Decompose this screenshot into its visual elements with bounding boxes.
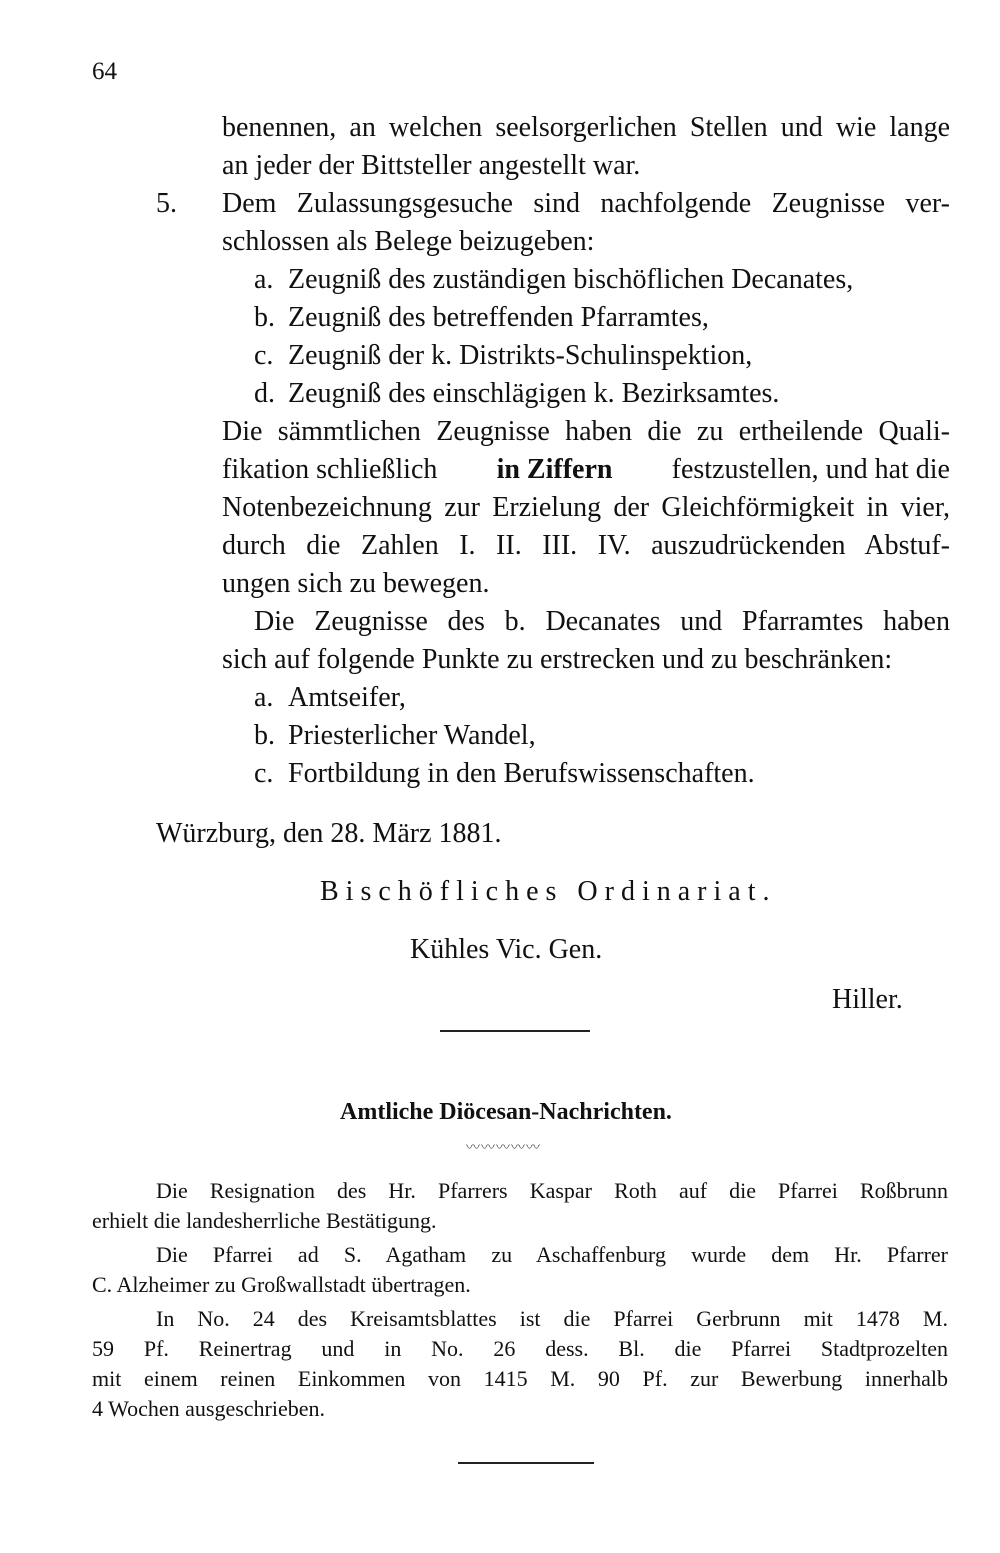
news-2-line-1: Die Pfarrei ad S. Agatham zu Aschaffenburg wurde dem Hr. Pfarrer [156,1242,948,1267]
point-b-text: Priesterlicher Wandel, [288,720,536,751]
heading-ornament: 〰〰〰〰〰 [466,1140,541,1156]
sub-item-a-text: Zeugniß des zuständigen bischöflichen Decanates, [288,264,854,295]
qualification-emphasis: in Ziffern [496,454,613,485]
signatory-vicar-general: Kühles Vic. Gen. [410,934,603,965]
point-c-letter: c. [254,758,274,789]
qualification-line-1: Die sämmtlichen Zeugnisse haben die zu ertheilende Quali- [222,416,950,447]
item-5-line-2: schlossen als Belege beizugeben: [222,226,595,257]
point-c-text: Fortbildung in den Berufswissenschaften. [288,758,755,789]
news-1-line-1: Die Resignation des Hr. Pfarrers Kaspar Roth auf die Pfarrei Roßbrunn [156,1178,948,1203]
qualification-line-3: Notenbezeichnung zur Erzielung der Gleichförmigkeit in vier, [222,492,950,523]
continuation-line-2: an jeder der Bittsteller angestellt war. [222,150,641,181]
section-divider [440,1030,590,1032]
sub-item-c-letter: c. [254,340,274,371]
news-3-line-3: mit einem reinen Einkommen von 1415 M. 90 Pf. zur Bewerbung innerhalb [92,1366,948,1391]
sub-item-d-text: Zeugniß des einschlägigen k. Bezirksamtes. [288,378,780,409]
news-3-line-1: In No. 24 des Kreisamtsblattes ist die Pfarrei Gerbrunn mit 1478 M. [156,1306,948,1331]
news-1-line-2: erhielt die landesherrliche Bestätigung. [92,1208,437,1233]
end-divider [458,1462,594,1464]
point-a-letter: a. [254,682,274,713]
item-5-line-1: Dem Zulassungsgesuche sind nachfolgende Zeugnisse ver- [222,188,950,219]
sub-item-d-letter: d. [254,378,275,409]
issuing-authority: Bischöfliches Ordinariat. [320,876,777,907]
point-b-letter: b. [254,720,275,751]
qualification-line-5: ungen sich zu bewegen. [222,568,490,599]
points-line-2: sich auf folgende Punkte zu erstrecken und zu beschränken: [222,644,893,675]
news-3-line-2: 59 Pf. Reinertrag und in No. 26 dess. Bl. die Pfarrei Stadtprozelten [92,1336,948,1361]
sub-item-a-letter: a. [254,264,274,295]
qualification-line-2-post: festzustellen, und hat die [671,454,950,485]
news-3-line-4: 4 Wochen ausgeschrieben. [92,1396,326,1421]
section-heading: Amtliche Diöcesan-Nachrichten. [340,1099,672,1125]
page-number: 64 [92,58,117,85]
dateline: Würzburg, den 28. März 1881. [156,818,502,849]
item-5-number: 5. [156,188,177,219]
sub-item-b-letter: b. [254,302,275,333]
sub-item-b-text: Zeugniß des betreffenden Pfarramtes, [288,302,709,333]
signatory-secretary: Hiller. [832,984,903,1015]
news-2-line-2: C. Alzheimer zu Großwallstadt übertragen. [92,1272,471,1297]
continuation-line-1: benennen, an welchen seelsorgerlichen Stellen und wie lange [222,112,950,143]
qualification-line-2 [222,452,950,488]
sub-item-c-text: Zeugniß der k. Distrikts-Schulinspektion, [288,340,753,371]
qualification-line-4: durch die Zahlen I. II. III. IV. auszudrückenden Abstuf- [222,530,950,561]
point-a-text: Amtseifer, [288,682,406,713]
qualification-line-2-pre: fikation schließlich [222,454,438,485]
points-line-1: Die Zeugnisse des b. Decanates und Pfarramtes haben [254,606,950,637]
